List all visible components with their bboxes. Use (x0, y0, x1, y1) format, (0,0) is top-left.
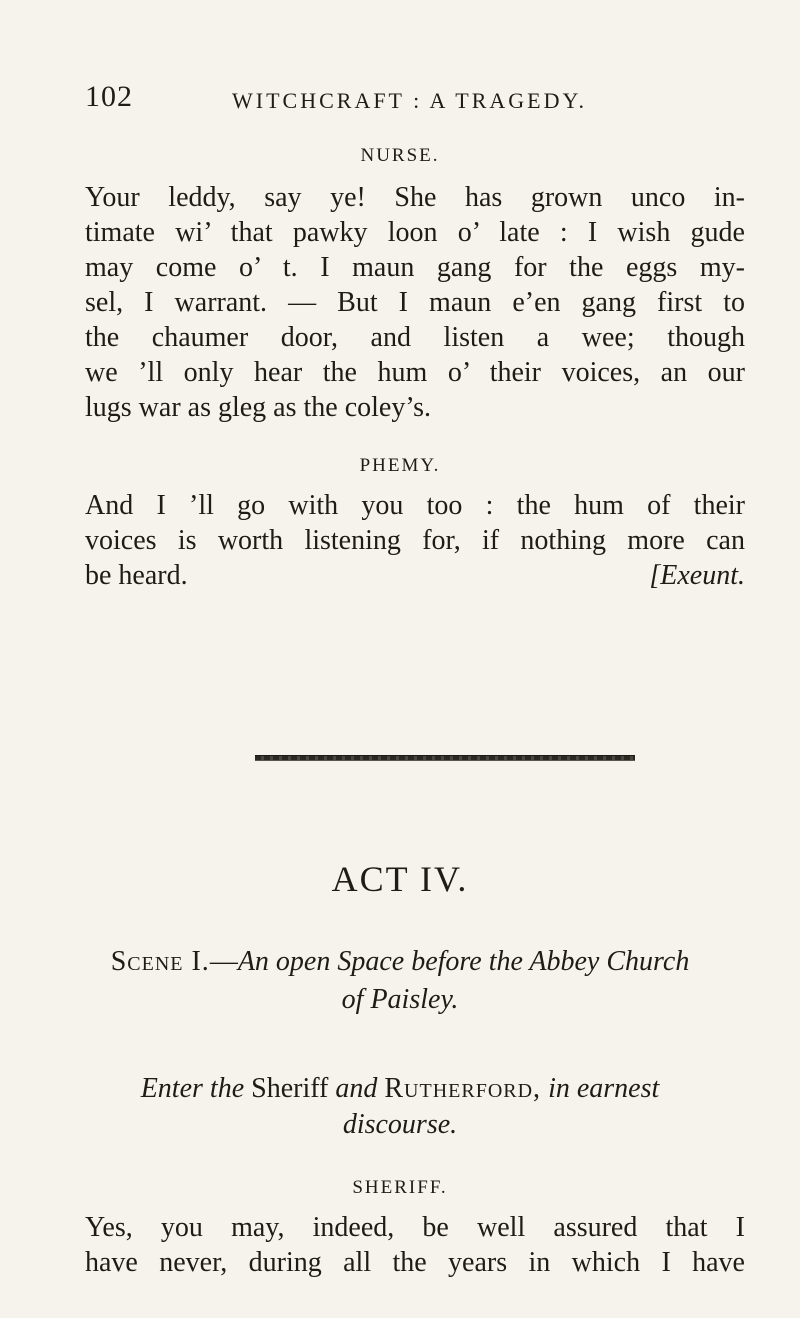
page-header (85, 80, 725, 120)
section-divider-rule (255, 755, 635, 761)
entrance-direction (0, 1070, 800, 1108)
scene-dash: — (209, 946, 238, 977)
speech-line: sel, I warrant. — But I maun e’en gang first to (85, 287, 745, 318)
speaker-sheriff: SHERIFF. (352, 1177, 448, 1198)
discourse-text: discourse. (342, 1109, 458, 1140)
scene-setting-line1: An open Space before the Abbey Church (237, 946, 690, 977)
nurse-speech (85, 180, 745, 425)
speech-line-last (85, 558, 745, 593)
act-title: ACT IV. (331, 859, 469, 899)
speech-line: be heard. (85, 560, 188, 591)
speech-line: we ’ll only hear the hum o’ their voices, an our (85, 357, 745, 388)
speaker-nurse: NURSE. (360, 145, 440, 166)
speech-line: Yes, you may, indeed, be well assured that I (85, 1212, 745, 1243)
speech-line: And I ’ll go with you too : the hum of their (85, 490, 745, 521)
speaker-phemy: PHEMY. (359, 455, 441, 476)
scene-label: Scene I. (110, 946, 210, 977)
rutherford-name: Rutherford, (384, 1073, 542, 1104)
speech-line: have never, during all the years in which I have (85, 1247, 745, 1278)
scene-heading-cont (0, 981, 800, 1019)
and-text: and (335, 1073, 378, 1104)
sheriff-name: Sheriff (251, 1073, 329, 1104)
scene-setting-line2: of Paisley. (341, 984, 459, 1015)
speech-line: timate wi’ that pawky loon o’ late : I wish gude (85, 217, 745, 248)
entrance-direction-cont (0, 1106, 800, 1144)
speech-line: may come o’ t. I maun gang for the eggs my- (85, 252, 745, 283)
running-head: WITCHCRAFT : A TRAGEDY. (232, 88, 588, 113)
speech-line: Your leddy, say ye! She has grown unco in- (85, 182, 745, 213)
speech-line: the chaumer door, and listen a wee; though (85, 322, 745, 353)
speech-line: lugs war as gleg as the coley’s. (85, 392, 432, 423)
phemy-speech (85, 488, 745, 593)
sheriff-speech (85, 1210, 745, 1280)
page-number: 102 (85, 80, 133, 113)
in-earnest-text: in earnest (548, 1073, 660, 1104)
speech-line: voices is worth listening for, if nothing more can (85, 525, 745, 556)
enter-the-text: Enter the (140, 1073, 245, 1104)
stage-direction-exeunt: [Exeunt. (649, 560, 745, 591)
scene-heading (0, 943, 800, 981)
